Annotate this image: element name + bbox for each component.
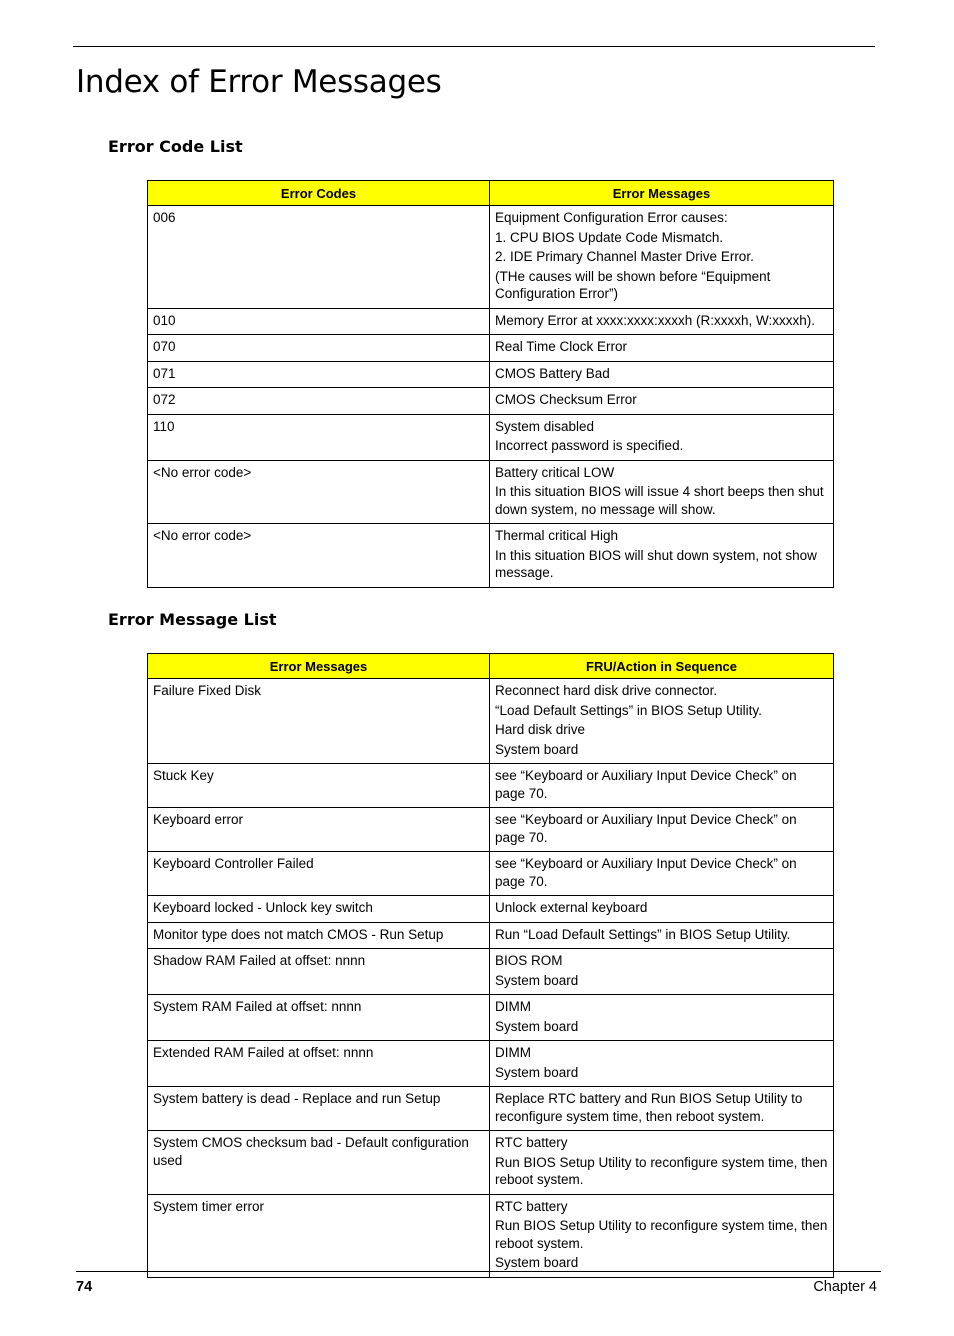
table-row (148, 1131, 834, 1195)
cell-message: Keyboard error (148, 808, 490, 852)
table-row (148, 460, 834, 524)
cell-message (490, 206, 834, 309)
cell-code: <No error code> (148, 524, 490, 588)
cell-line: Real Time Clock Error (495, 339, 628, 354)
cell-code: 010 (148, 308, 490, 335)
cell-line: CMOS Battery Bad (495, 365, 610, 381)
cell-code: 071 (148, 361, 490, 388)
table-row (148, 995, 834, 1041)
cell-line: Thermal critical High (495, 528, 619, 543)
table-row (148, 764, 834, 808)
cell-line: System disabled (495, 418, 595, 434)
cell-code: 072 (148, 388, 490, 415)
cell-action (490, 764, 834, 808)
cell-line: System board (495, 741, 579, 757)
cell-message: Extended RAM Failed at offset: nnnn (148, 1041, 490, 1087)
table-row (148, 206, 834, 309)
table-row (148, 852, 834, 896)
table-row (148, 949, 834, 995)
cell-message: Monitor type does not match CMOS - Run Setup (148, 922, 490, 949)
cell-line: DIMM (495, 999, 531, 1014)
column-header-error-codes: Error Codes (148, 181, 490, 206)
cell-message: Shadow RAM Failed at offset: nnnn (148, 949, 490, 995)
cell-message: System battery is dead - Replace and run Setup (148, 1087, 490, 1131)
table-row (148, 896, 834, 923)
error-message-table (147, 653, 834, 1278)
cell-message (490, 414, 834, 460)
cell-code: <No error code> (148, 460, 490, 524)
cell-line: see “Keyboard or Auxiliary Input Device Check” on page 70. (495, 812, 797, 845)
cell-line: “Load Default Settings” in BIOS Setup Utility. (495, 702, 762, 718)
cell-action (490, 949, 834, 995)
cell-action (490, 1041, 834, 1087)
cell-line: Replace RTC battery and Run BIOS Setup Utility to reconfigure system time, then reboot system. (495, 1091, 803, 1124)
cell-action (490, 679, 834, 764)
table-header-row (148, 654, 834, 679)
table-row (148, 1194, 834, 1277)
cell-line: Incorrect password is specified. (495, 438, 684, 453)
cell-line: Hard disk drive (495, 722, 586, 737)
cell-line: Battery critical LOW (495, 464, 615, 480)
cell-action (490, 852, 834, 896)
cell-message: Failure Fixed Disk (148, 679, 490, 764)
column-header-error-messages: Error Messages (148, 654, 490, 679)
bottom-rule (76, 1271, 881, 1272)
cell-message (490, 308, 834, 335)
cell-line: DIMM (495, 1045, 531, 1060)
cell-line: In this situation BIOS will shut down system, not show message. (495, 547, 817, 580)
table-row (148, 414, 834, 460)
table-row (148, 922, 834, 949)
cell-message: System timer error (148, 1194, 490, 1277)
cell-line: System board (495, 1018, 579, 1034)
chapter-label: Chapter 4 (813, 1279, 877, 1295)
cell-line: Memory Error at xxxx:xxxx:xxxxh (R:xxxxh, W:xxxxh). (495, 312, 816, 328)
cell-message (490, 524, 834, 588)
cell-line: Run BIOS Setup Utility to reconfigure system time, then reboot system. (495, 1154, 828, 1187)
cell-line: System board (495, 972, 579, 988)
cell-action (490, 995, 834, 1041)
table-row (148, 308, 834, 335)
column-header-fru-action: FRU/Action in Sequence (490, 654, 834, 679)
cell-message (490, 361, 834, 388)
cell-message: System RAM Failed at offset: nnnn (148, 995, 490, 1041)
cell-line: Run BIOS Setup Utility to reconfigure system time, then reboot system. (495, 1218, 828, 1251)
cell-message: Keyboard locked - Unlock key switch (148, 896, 490, 923)
table-header-row (148, 181, 834, 206)
cell-line: BIOS ROM (495, 953, 563, 968)
page-title: Index of Error Messages (76, 64, 442, 100)
table-row (148, 388, 834, 415)
cell-code: 110 (148, 414, 490, 460)
cell-line: 1. CPU BIOS Update Code Mismatch. (495, 229, 724, 245)
cell-line: In this situation BIOS will issue 4 short beeps then shut down system, no message will show. (495, 484, 824, 517)
cell-action (490, 808, 834, 852)
table-row (148, 524, 834, 588)
error-code-list-heading: Error Code List (108, 137, 243, 156)
error-message-list-heading: Error Message List (108, 610, 277, 629)
cell-action (490, 1131, 834, 1195)
cell-action (490, 896, 834, 923)
cell-line: Equipment Configuration Error causes: (495, 210, 728, 225)
column-header-error-messages: Error Messages (490, 181, 834, 206)
cell-line: see “Keyboard or Auxiliary Input Device Check” on page 70. (495, 856, 797, 889)
error-code-table (147, 180, 834, 588)
cell-line: RTC battery (495, 1135, 568, 1150)
table-row (148, 808, 834, 852)
cell-line: Run “Load Default Settings” in BIOS Setup Utility. (495, 926, 791, 942)
cell-line: System board (495, 1255, 579, 1270)
cell-action (490, 1194, 834, 1277)
cell-line: System board (495, 1064, 579, 1080)
cell-message: Stuck Key (148, 764, 490, 808)
cell-message: Keyboard Controller Failed (148, 852, 490, 896)
cell-line: see “Keyboard or Auxiliary Input Device Check” on page 70. (495, 768, 797, 801)
cell-action (490, 922, 834, 949)
top-rule (73, 46, 875, 47)
cell-code: 070 (148, 335, 490, 362)
table-row (148, 679, 834, 764)
cell-line: Unlock external keyboard (495, 900, 648, 915)
cell-message (490, 388, 834, 415)
cell-line: 2. IDE Primary Channel Master Drive Error. (495, 249, 754, 264)
cell-action (490, 1087, 834, 1131)
cell-line: CMOS Checksum Error (495, 392, 637, 407)
table-row (148, 335, 834, 362)
table-row (148, 1087, 834, 1131)
cell-message (490, 335, 834, 362)
table-row (148, 361, 834, 388)
cell-message: System CMOS checksum bad - Default configuration used (148, 1131, 490, 1195)
table-row (148, 1041, 834, 1087)
cell-message (490, 460, 834, 524)
cell-code: 006 (148, 206, 490, 309)
page-number: 74 (76, 1279, 93, 1295)
cell-line: (THe causes will be shown before “Equipment Configuration Error”) (495, 268, 771, 301)
cell-line: Reconnect hard disk drive connector. (495, 683, 718, 698)
cell-line: RTC battery (495, 1198, 568, 1214)
